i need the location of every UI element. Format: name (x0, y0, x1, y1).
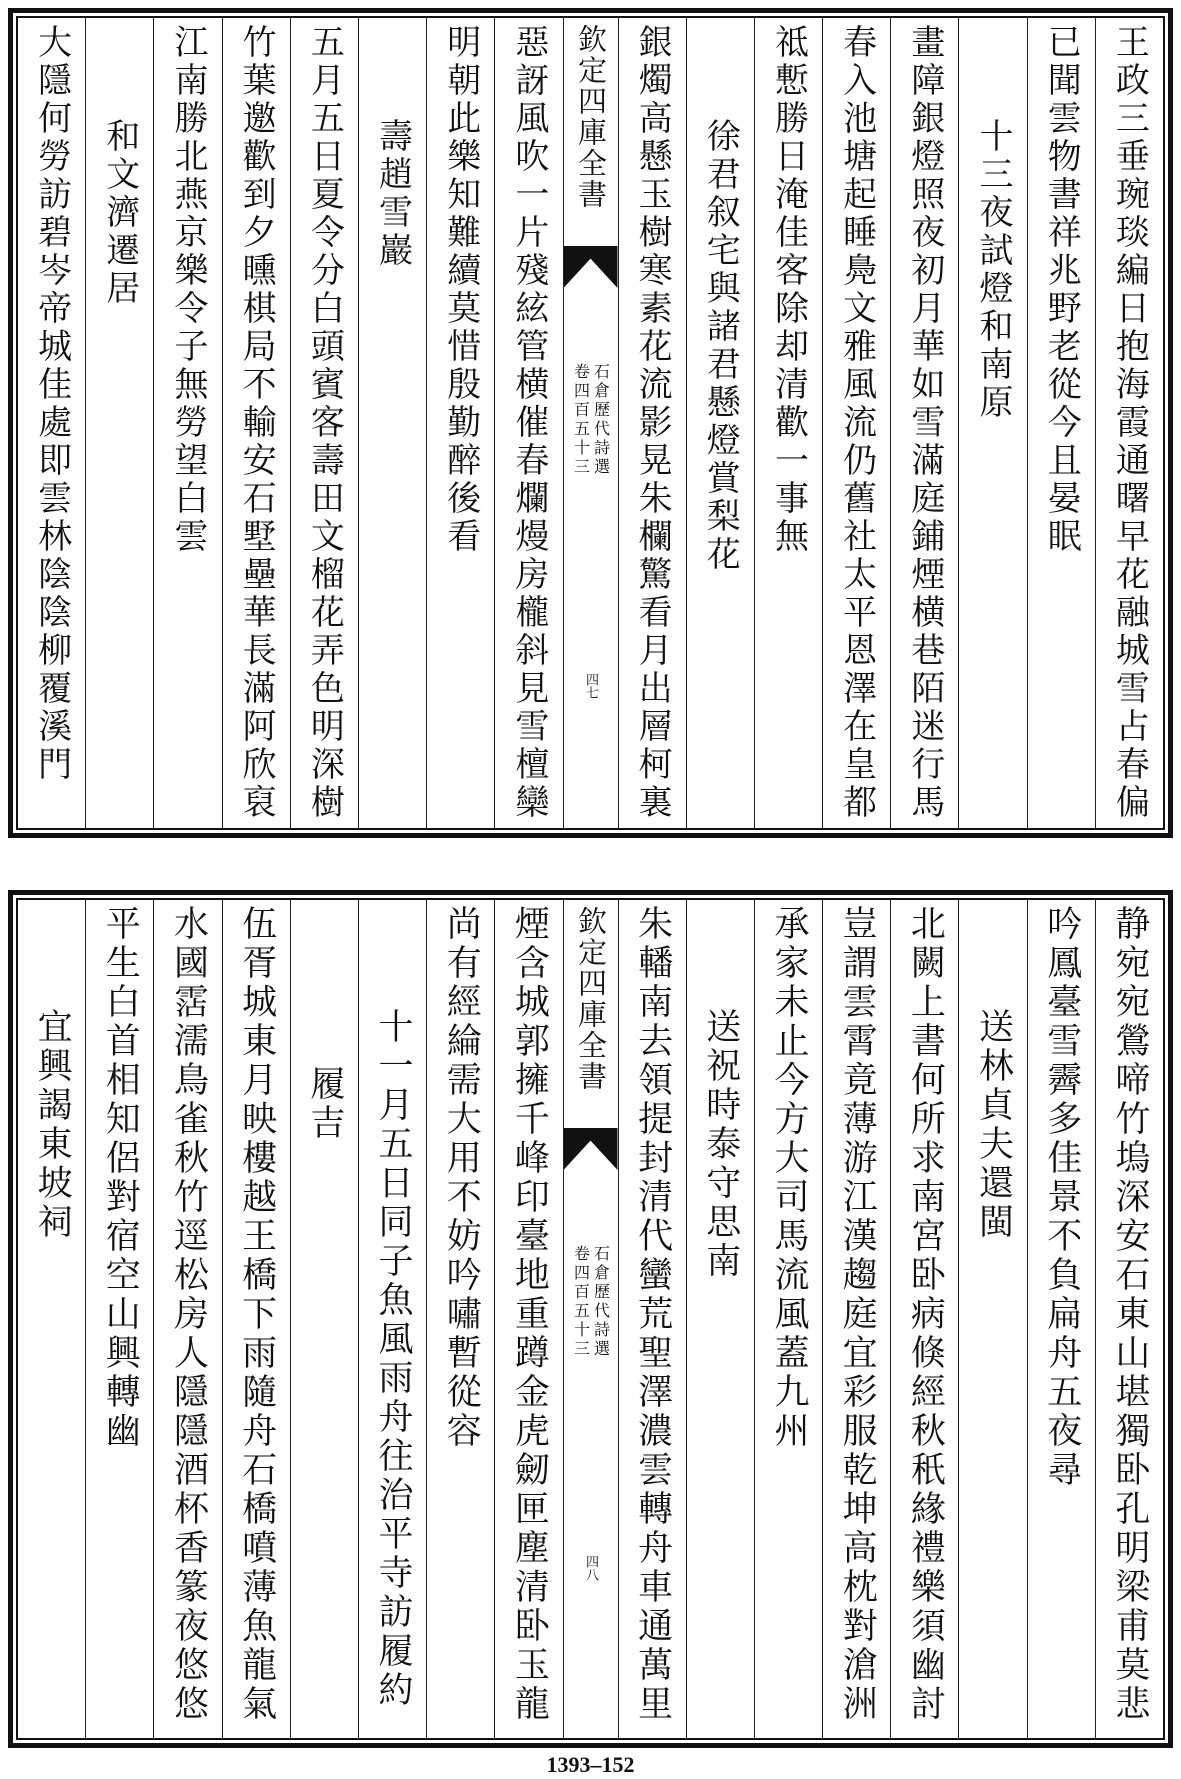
text-column (494, 18, 562, 828)
collection-title: 欽定四庫全書 (574, 906, 608, 1092)
work-title: 石倉歷代詩選 (591, 1245, 611, 1359)
verse-text: 江南勝北燕京樂令子無勞望白雲 (167, 24, 208, 556)
verse-text: 朱轓南去領提封清代蠻荒聖澤濃雲轉舟車通萬里 (632, 905, 673, 1724)
poem-title: 十三夜試燈和南原 (973, 118, 1014, 422)
text-column (890, 900, 958, 1738)
volume-number: 卷四百五十三 (571, 363, 591, 477)
verse-text: 春入池塘起睡鳧文雅風流仍舊社太平恩澤在皇都 (836, 24, 877, 822)
verse-text: 畫障銀燈照夜初月華如雪滿庭鋪煙横巷陌迷行馬 (904, 24, 945, 822)
poem-title: 和文濟遷居 (99, 118, 140, 308)
poem-title-column (958, 900, 1026, 1738)
work-title: 石倉歷代詩選 (591, 363, 611, 477)
page-frame (16, 898, 1165, 1740)
poem-title-column (290, 900, 358, 1738)
poem-title: 宜興謁東坡祠 (32, 1008, 73, 1242)
poem-title-column (358, 900, 426, 1738)
verse-text: 平生白首相知侶對宿空山興轉幽 (100, 905, 141, 1451)
verse-text: 銀燭高懸玉樹寒素花流影晃朱欄驚看月出層柯裏 (632, 24, 673, 822)
text-column (1027, 18, 1095, 828)
text-column (822, 900, 890, 1738)
poem-title: 送林貞夫還閩 (973, 1008, 1014, 1242)
poem-title: 送祝時泰守思南 (700, 1008, 741, 1281)
fishtail-ornament (564, 246, 618, 288)
verse-text: 明朝此樂知難續莫惜殷勤醉後看 (440, 24, 481, 556)
verse-text: 静宛宛鶯啼竹塢深安石東山堪獨卧孔明梁甫莫悲 (1109, 905, 1150, 1724)
verse-text: 惡訝風吹一片殘絃管横催春爛熳房櫳斜見雪檀欒 (508, 24, 549, 822)
page-bottom (8, 890, 1173, 1748)
leaf-number: 四八 (583, 1555, 598, 1581)
text-column (426, 900, 494, 1738)
poem-title-column (686, 18, 754, 828)
text-column (290, 18, 358, 828)
verse-text: 吟鳳臺雪霽多佳景不負扁舟五夜尋 (1041, 905, 1082, 1490)
text-column (1095, 900, 1163, 1738)
verse-text: 祗慙勝日淹佳客除却清歡一事無 (768, 24, 809, 556)
text-column (618, 900, 686, 1738)
text-column (153, 900, 221, 1738)
page-frame (16, 16, 1165, 830)
poem-title: 十一月五日同子魚風雨舟往治平寺訪履約 (373, 1008, 414, 1710)
text-column (890, 18, 958, 828)
text-column (18, 18, 85, 828)
verse-text: 已聞雲物書祥兆野老從今且晏眠 (1041, 24, 1082, 556)
text-column (426, 18, 494, 828)
page-footer-number: 1393–152 (546, 1752, 635, 1777)
poem-title-column (358, 18, 426, 828)
verse-text: 大隱何勞訪碧岑帝城佳處即雲林陰陰柳覆溪門 (31, 24, 72, 784)
text-column (153, 18, 221, 828)
verse-text: 五月五日夏令分白頭賓客壽田文榴花弄色明深樹 (304, 24, 345, 822)
poem-title-column (18, 900, 85, 1738)
fold-column (563, 18, 618, 828)
collection-title: 欽定四庫全書 (574, 24, 608, 210)
page-top (8, 8, 1173, 838)
poem-title-column (958, 18, 1026, 828)
fishtail-ornament (564, 1128, 618, 1170)
verse-text: 王政三垂琬琰編日抱海霞通曙早花融城雪占春偏 (1109, 24, 1150, 822)
text-column (618, 18, 686, 828)
text-column (222, 900, 290, 1738)
verse-text: 煙含城郭擁千峰印臺地重蹲金虎劒匣塵清卧玉龍 (509, 905, 550, 1724)
verse-text: 豈謂雲霄竟薄游江漢趨庭宜彩服乾坤高枕對滄洲 (837, 905, 878, 1724)
text-column (754, 18, 822, 828)
verse-text: 竹葉邀歡到夕曛棋局不輸安石墅壘華長滿阿欣裒 (236, 24, 277, 822)
poem-title: 徐君叙宅與諸君懸燈賞梨花 (700, 118, 741, 574)
poem-title-column (85, 18, 153, 828)
text-column (222, 18, 290, 828)
volume-number: 卷四百五十三 (571, 1245, 591, 1359)
text-column (85, 900, 153, 1738)
text-column (1095, 18, 1163, 828)
fold-column (563, 900, 618, 1738)
text-column (494, 900, 562, 1738)
verse-text: 水國霑濡鳥雀秋竹逕松房人隱隱酒杯香篆夜悠悠 (168, 905, 209, 1724)
verse-text: 伍胥城東月映樓越王橋下雨隨舟石橋噴薄魚龍氣 (236, 905, 277, 1724)
verse-text: 承家未止今方大司馬流風蓋九州 (768, 905, 809, 1451)
poem-title-continuation: 履吉 (304, 1065, 345, 1143)
text-column (1027, 900, 1095, 1738)
text-column (754, 900, 822, 1738)
verse-text: 尚有經綸需大用不妨吟嘯暫從容 (441, 905, 482, 1451)
verse-text: 北闕上書何所求南宮卧病倏經秋秖緣禮樂須幽討 (905, 905, 946, 1724)
leaf-number: 四七 (583, 673, 598, 699)
poem-title-column (686, 900, 754, 1738)
poem-title: 壽趙雪巖 (372, 118, 413, 270)
text-column (822, 18, 890, 828)
